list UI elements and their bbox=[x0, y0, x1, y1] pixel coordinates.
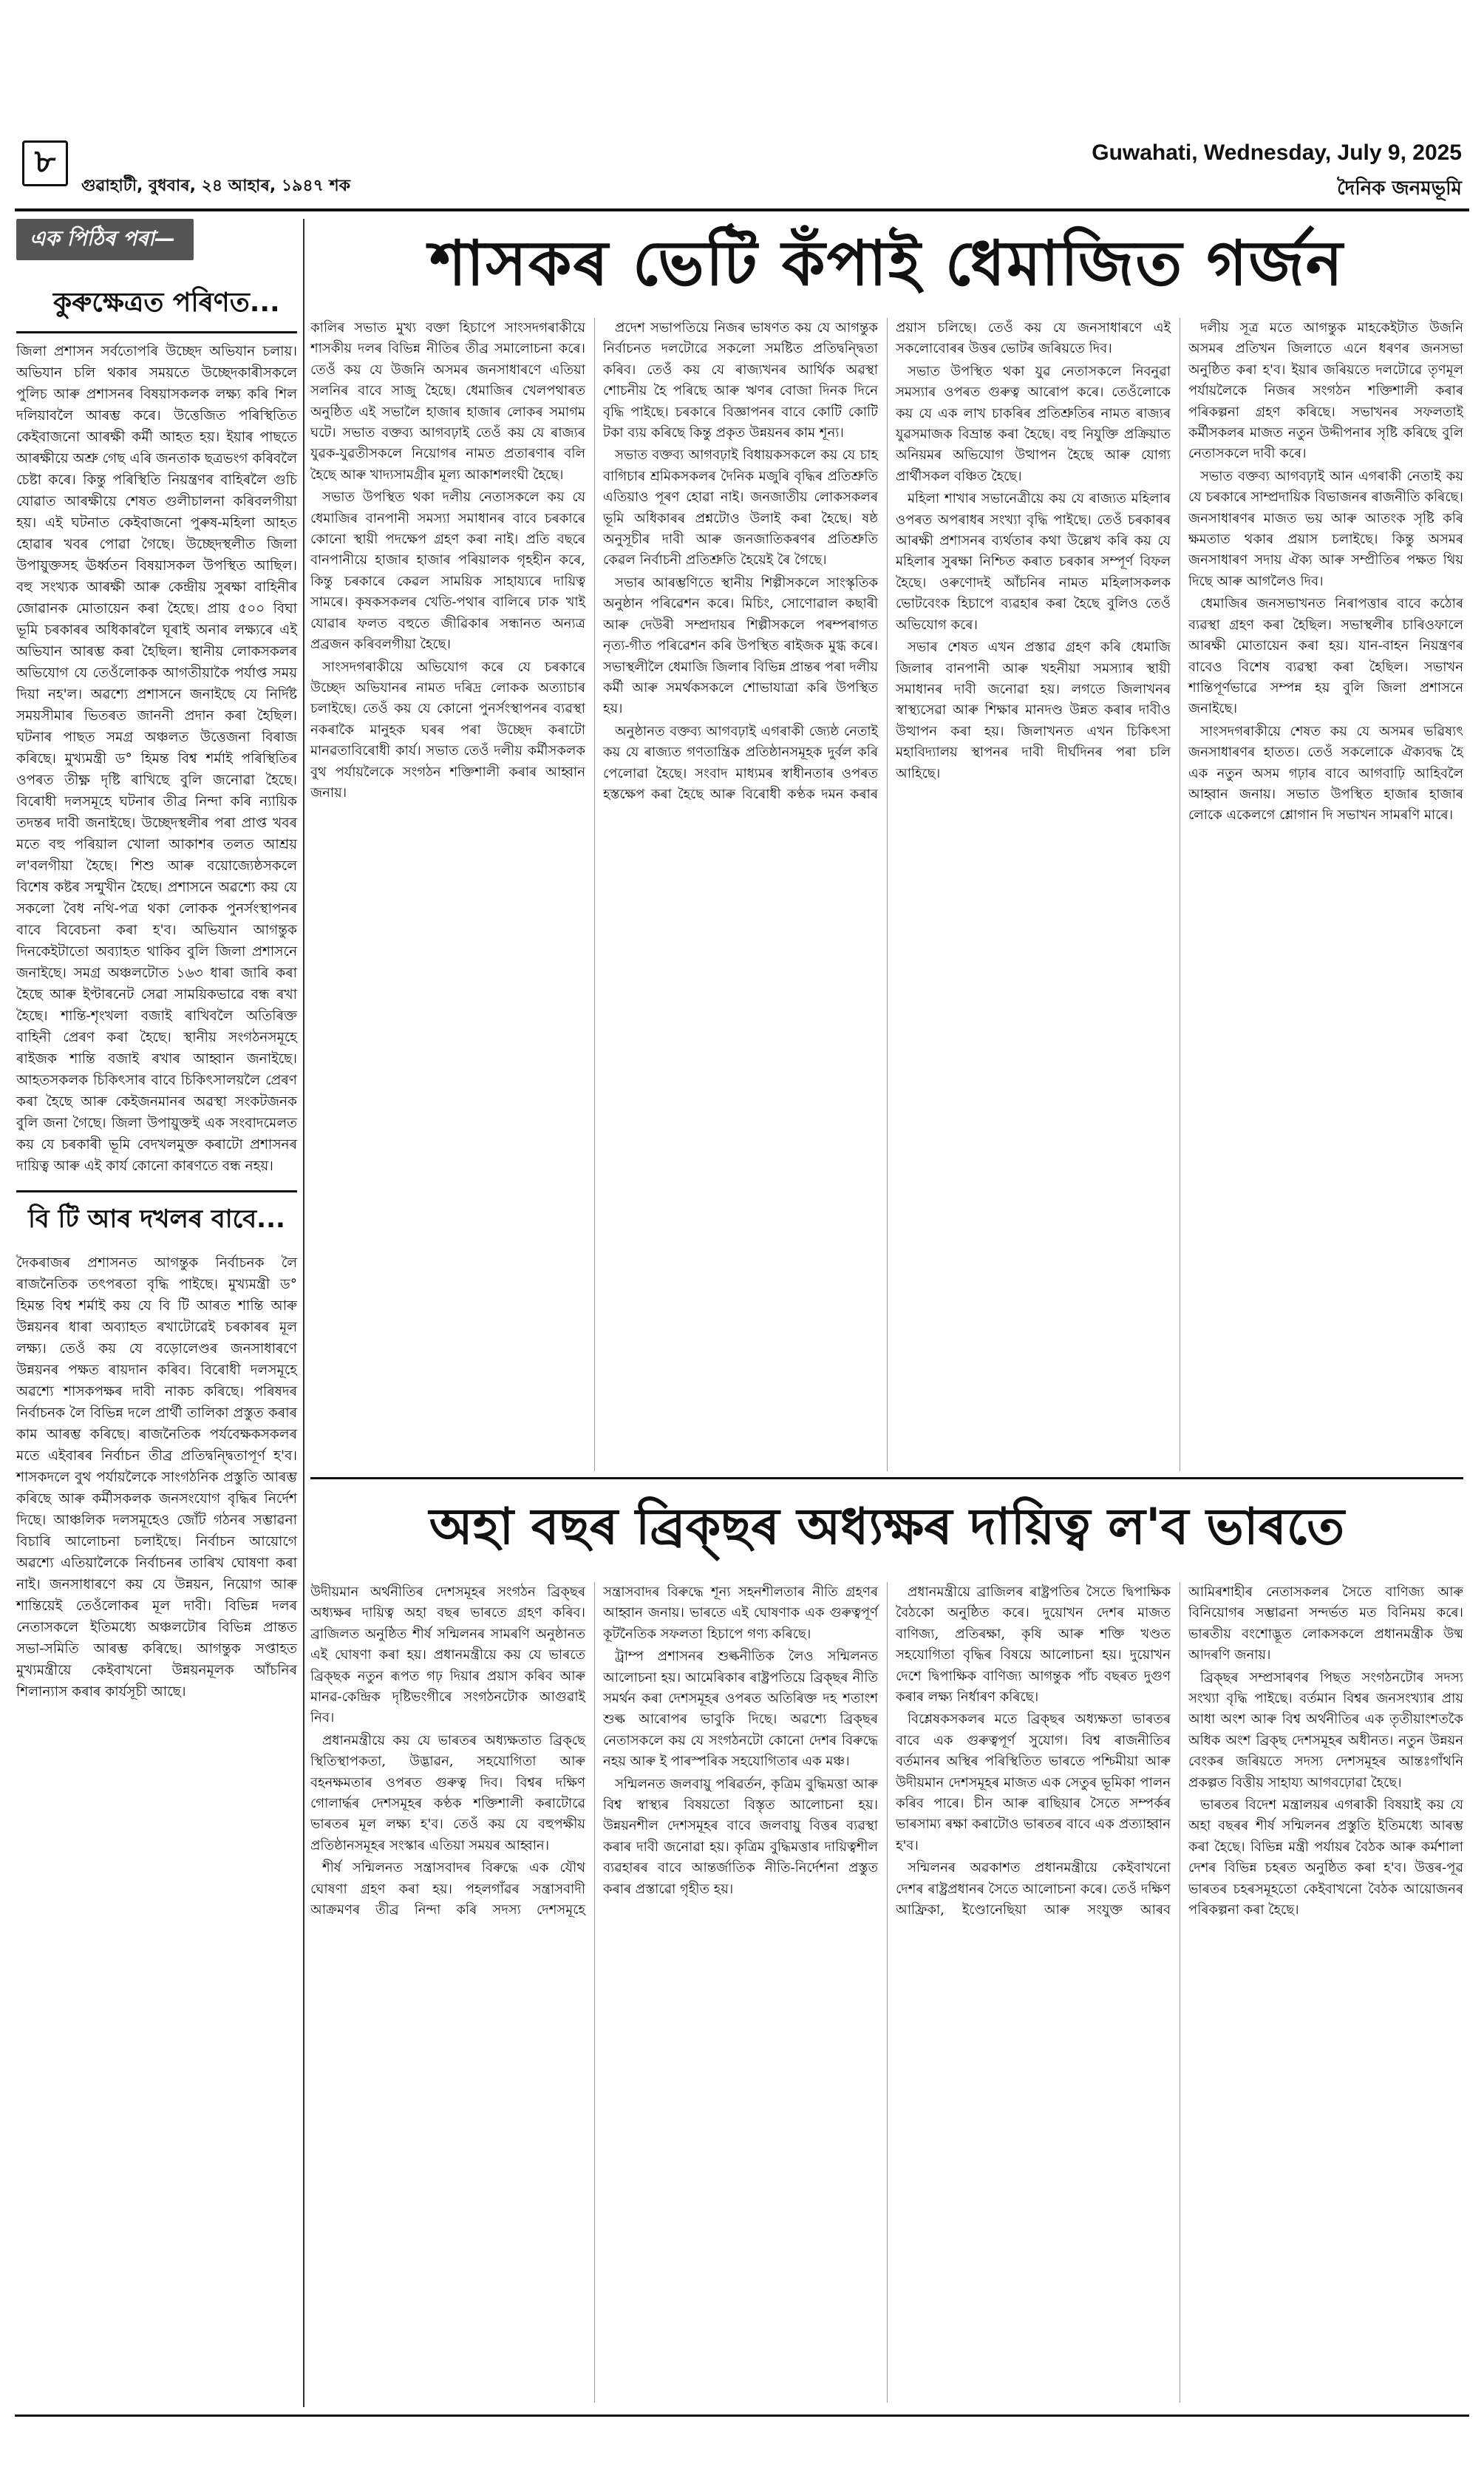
main-headline: শাসকৰ ভেটি কঁপাই ধেমাজিত গৰ্জন bbox=[429, 227, 1344, 299]
main-paragraph: সভাত উপস্থিত থকা দলীয় নেতাসকলে কয় যে ধেমাজিৰ বানপানী সমস্যা সমাধানৰ বাবে চৰকাৰে কোনো স্থায়ী পদক্ষেপ গ্ৰহণ কৰা নাই। প্ৰতি বছৰে বানপানীয়ে হাজাৰ হাজাৰ পৰিয়ালক গৃহহীন কৰে, কিন্তু চৰকাৰে কেৱল সাময়িক সাহায্যৰে দায়িত্ব সামৰে। কৃষকসকলৰ খেতি-পথাৰ বালিৰে ঢাক খাই যোৱাৰ ফলত বহুতে জীৱিকাৰ সন্ধানত অন্যত্ৰ প্ৰব্ৰজন কৰিবলগীয়া হৈছে। bbox=[310, 489, 585, 653]
second-paragraph: সন্মিলনৰ অৱকাশত প্ৰধানমন্ত্ৰীয়ে কেইবাখনো দেশৰ ৰাষ্ট্ৰপ্ৰধানৰ সৈতে আলোচনা কৰে। তেওঁ দক্ষিণ আফ্ৰিকা, ইণ্ডোনেছিয়া আৰু সংযুক্ত আৰব আমিৰশাহীৰ নেতাসকলৰ সৈতে বাণিজ্য আৰু বিনিয়োগৰ সম্ভাৱনা সন্দৰ্ভত মত বিনিময় কৰে। ভাৰতীয় বংশোদ্ভূত লোকসকলে প্ৰধানমন্ত্ৰীক উষ্ম আদৰণি জনায়। bbox=[896, 1584, 1463, 1918]
main-paragraph: সভাত বক্তব্য আগবঢ়াই আন এগৰাকী নেতাই কয় যে চৰকাৰে সাম্প্ৰদায়িক বিভাজনৰ ৰাজনীতি কৰিছে। জনসাধাৰণৰ মাজত ভয় আৰু আতংক সৃষ্টি কৰি ক্ষমতাত থকাৰ প্ৰয়াস চলাইছে। কিন্তু অসমৰ জনসাধাৰণ সদায় ঐক্য আৰু সম্প্ৰীতিৰ পক্ষত থিয় দিছে আৰু আগলৈও দিব। bbox=[1188, 468, 1463, 589]
second-paragraph: ট্ৰাম্প প্ৰশাসনৰ শুল্কনীতিক লৈও সন্মিলনত আলোচনা হয়। আমেৰিকাৰ ৰাষ্ট্ৰপতিয়ে ব্ৰিক্‌ছৰ নীতি সমৰ্থন কৰা দেশসমূহৰ ওপৰত অতিৰিক্ত দহ শতাংশ শুল্ক আৰোপৰ ভাবুকি দিছে। অৱশ্যে ব্ৰিক্‌ছৰ নেতাসকলে কয় যে সংগঠনটো কোনো দেশৰ বিৰুদ্ধে নহয় আৰু ই পাৰস্পৰিক সহযোগিতাৰ এক মঞ্চ। bbox=[603, 1649, 878, 1770]
second-paragraph: উদীয়মান অৰ্থনীতিৰ দেশসমূহৰ সংগঠন ব্ৰিক্‌ছৰ অধ্যক্ষৰ দায়িত্ব অহা বছৰ ভাৰতে গ্ৰহণ কৰিব। ব্ৰাজিলত অনুষ্ঠিত শীৰ্ষ সন্মিলনৰ সামৰণি অনুষ্ঠানত এই ঘোষণা কৰা হয়। প্ৰধানমন্ত্ৰীয়ে কয় যে ভাৰতে ব্ৰিক্‌ছক নতুন ৰূপত গঢ় দিয়াৰ প্ৰয়াস কৰিব আৰু মানৱ-কেন্দ্ৰিক দৃষ্টিভংগীৰে সংগঠনটোক আগুৱাই নিব। bbox=[310, 1584, 585, 1726]
second-headline: অহা বছৰ ব্ৰিক্‌ছৰ অধ্যক্ষৰ দায়িত্ব ল'ব ভাৰতে bbox=[429, 1498, 1345, 1556]
second-paragraph: শীৰ্ষ সন্মিলনত সন্ত্ৰাসবাদৰ বিৰুদ্ধে এক যৌথ ঘোষণা গ্ৰহণ কৰা হয়। পহলগাঁৱৰ সন্ত্ৰাসবাদী আক্ৰমণৰ তীব্ৰ নিন্দা কৰি সদস্য দেশসমূহে সন্ত্ৰাসবাদৰ বিৰুদ্ধে শূন্য সহনশীলতাৰ নীতি গ্ৰহণৰ আহ্বান জনায়। ভাৰতে এই ঘোষণাক এক গুৰুত্বপূৰ্ণ কূটনৈতিক সফলতা হিচাপে গণ্য কৰিছে। bbox=[310, 1584, 878, 1918]
page-number: ৮ bbox=[22, 140, 68, 186]
second-paragraph: সন্মিলনত জলবায়ু পৰিৱৰ্তন, কৃত্ৰিম বুদ্ধিমত্তা আৰু বিশ্ব স্বাস্থ্যৰ বিষয়তো বিস্তৃত আলোচনা হয়। উন্নয়নশীল দেশসমূহৰ বাবে জলবায়ু বিত্তৰ ব্যৱস্থা কৰাৰ দাবী জনোৱা হয়। কৃত্ৰিম বুদ্ধিমত্তাৰ দায়িত্বশীল ব্যৱহাৰৰ বাবে আন্তৰ্জাতিক নীতি-নিৰ্দেশনা প্ৰস্তুত কৰাৰ প্ৰস্তাৱো গৃহীত হয়। bbox=[603, 1776, 878, 1897]
main-paragraph: সাংসদগৰাকীয়ে অভিযোগ কৰে যে চৰকাৰে উচ্ছেদ অভিযানৰ নামত দৰিদ্ৰ লোকক অত্যাচাৰ চলাইছে। তেওঁ কয় যে কোনো পুনৰ্সংস্থাপনৰ ব্যৱস্থা নকৰাকৈ মানুহক ঘৰৰ পৰা উচ্ছেদ কৰাটো মানৱতাবিৰোধী কাৰ্য। সভাত তেওঁ দলীয় কৰ্মীসকলক বুথ পৰ্যায়লৈকে সংগঠন শক্তিশালী কৰাৰ আহ্বান জনায়। bbox=[310, 659, 585, 801]
continued-headline-2: বি টি আৰ দখলৰ বাবে... bbox=[16, 1190, 297, 1242]
main-paragraph: সভাৰ শেষত এখন প্ৰস্তাৱ গ্ৰহণ কৰি ধেমাজি জিলাৰ বানপানী আৰু খহনীয়া সমস্যাৰ স্থায়ী সমাধানৰ দাবী জনোৱা হয়। লগতে জিলাখনৰ স্বাস্থ্যসেৱা আৰু শিক্ষাৰ মানদণ্ড উন্নত কৰাৰ দাবীও উত্থাপন কৰা হয়। জিলাখনত এখন চিকিৎসা মহাবিদ্যালয় স্থাপনৰ দাবী দীৰ্ঘদিনৰ পৰা চলি আহিছে। bbox=[896, 639, 1171, 781]
second-paragraph: ব্ৰিক্‌ছৰ সম্প্ৰসাৰণৰ পিছত সংগঠনটোৰ সদস্য সংখ্যা বৃদ্ধি পাইছে। বৰ্তমান বিশ্বৰ জনসংখ্যাৰ প্ৰায় আধা অংশ আৰু বিশ্ব অৰ্থনীতিৰ এক তৃতীয়াংশতকৈ অধিক অংশ ব্ৰিক্‌ছ দেশসমূহৰ অধীনত। নতুন উন্নয়ন বেংকৰ জৰিয়তে সদস্য দেশসমূহৰ আন্তঃগাঁথনি প্ৰকল্পত বিত্তীয় সাহায্য আগবঢ়োৱা হৈছে। bbox=[1188, 1669, 1463, 1791]
main-story-body bbox=[310, 318, 1463, 1471]
second-paragraph: বিশ্লেষকসকলৰ মতে ব্ৰিক্‌ছৰ অধ্যক্ষতা ভাৰতৰ বাবে এক গুৰুত্বপূৰ্ণ সুযোগ। বিশ্ব ৰাজনীতিৰ বৰ্তমানৰ অস্থিৰ পৰিস্থিতিত ভাৰতে পশ্চিমীয়া আৰু উদীয়মান দেশসমূহৰ মাজত এক সেতুৰ ভূমিকা পালন কৰিব পাৰে। চীন আৰু ৰাছিয়াৰ সৈতে সম্পৰ্কৰ ভাৰসাম্য ৰক্ষা কৰাটোও ভাৰতৰ বাবে এক প্ৰত্যাহ্বান হ'ব। bbox=[896, 1711, 1171, 1853]
second-paragraph: ভাৰতৰ বিদেশ মন্ত্ৰালয়ৰ এগৰাকী বিষয়াই কয় যে অহা বছৰৰ শীৰ্ষ সন্মিলনৰ প্ৰস্তুতি ইতিমধ্যে আৰম্ভ কৰা হৈছে। বিভিন্ন মন্ত্ৰী পৰ্যায়ৰ বৈঠক আৰু কৰ্মশালা দেশৰ বিভিন্ন চহৰত অনুষ্ঠিত কৰা হ'ব। উত্তৰ-পূৱ ভাৰতৰ চহৰসমূহতো কেইবাখনো বৈঠক আয়োজনৰ পৰিকল্পনা কৰা হৈছে। bbox=[1188, 1797, 1463, 1918]
paper-name: দৈনিক জনমভূমি bbox=[1337, 177, 1462, 200]
second-paragraph: প্ৰধানমন্ত্ৰীয়ে ব্ৰাজিলৰ ৰাষ্ট্ৰপতিৰ সৈতে দ্বিপাক্ষিক বৈঠকো অনুষ্ঠিত কৰে। দুয়োখন দেশৰ মাজত বাণিজ্য, প্ৰতিৰক্ষা, কৃষি আৰু শক্তি খণ্ডত সহযোগিতা বৃদ্ধিৰ বিষয়ে আলোচনা হয়। দুয়োখন দেশে দ্বিপাক্ষিক বাণিজ্য আগন্তুক পাঁচ বছৰত দুগুণ কৰাৰ লক্ষ্য নিৰ্ধাৰণ কৰিছে। bbox=[896, 1584, 1171, 1706]
continued-story-body-2: দৈকৰাজৰ প্ৰশাসনত আগন্তুক নিৰ্বাচনক লৈ ৰাজনৈতিক তৎপৰতা বৃদ্ধি পাইছে। মুখ্যমন্ত্ৰী ড° হিমন্ত বিশ্ব শৰ্মাই কয় যে বি টি আৰত শান্তি আৰু উন্নয়নৰ ধাৰা অব্যাহত ৰখাটোৱেই চৰকাৰৰ মূল লক্ষ্য। তেওঁ কয় যে বড়োলেণ্ডৰ জনসাধাৰণে উন্নয়নৰ পক্ষত ৰায়দান কৰিব। বিৰোধী দলসমূহে অৱশ্যে শাসকপক্ষৰ দাবী নাকচ কৰিছে। পৰিষদৰ নিৰ্বাচনক লৈ বিভিন্ন দলে প্ৰাৰ্থী তালিকা প্ৰস্তুত কৰাৰ কাম আৰম্ভ কৰিছে। ৰাজনৈতিক পৰ্যবেক্ষকসকলৰ মতে এইবাৰৰ নিৰ্বাচন তীব্ৰ প্ৰতিদ্বন্দ্বিতাপূৰ্ণ হ'ব। শাসকদলে বুথ পৰ্যায়লৈকে সাংগঠনিক প্ৰস্তুতি আৰম্ভ কৰিছে আৰু কৰ্মীসকলক জনসংযোগ বৃদ্ধিৰ নিৰ্দেশ দিছে। আঞ্চলিক দলসমূহেও জোঁট গঠনৰ সম্ভাৱনা বিচাৰি আলোচনা চলাইছে। নিৰ্বাচন আয়োগে অৱশ্যে এতিয়ালৈকে নিৰ্বাচনৰ তাৰিখ ঘোষণা কৰা নাই। জনসাধাৰণে কয় যে উন্নয়ন, নিয়োগ আৰু শান্তিয়েই তেওঁলোকৰ মূল দাবী। বিভিন্ন দলৰ নেতাসকলে ইতিমধ্যে অঞ্চলটোৰ বিভিন্ন প্ৰান্তত সভা-সমিতি আৰম্ভ কৰিছে। আগন্তুক সপ্তাহত মুখ্যমন্ত্ৰীয়ে কেইবাখনো উন্নয়নমূলক আঁচনিৰ শিলান্যাস কৰাৰ কাৰ্যসূচী আছে। bbox=[16, 1255, 297, 1700]
continued-headline: কুৰুক্ষেত্ৰত পৰিণত... bbox=[53, 288, 280, 318]
continued-section-tab: এক পিঠিৰ পৰা— bbox=[16, 219, 194, 260]
main-paragraph: দলীয় সূত্ৰ মতে আগন্তুক মাহকেইটাত উজনি অসমৰ প্ৰতিখন জিলাতে এনে ধৰণৰ জনসভা অনুষ্ঠিত কৰা হ'ব। ইয়াৰ জৰিয়তে দলটোৱে তৃণমূল পৰ্যায়লৈকে নিজৰ সংগঠন শক্তিশালী কৰাৰ পৰিকল্পনা গ্ৰহণ কৰিছে। সভাখনৰ সফলতাই কৰ্মীসকলৰ মাজত নতুন উদ্দীপনাৰ সৃষ্টি কৰিছে বুলি নেতাসকলে দাবী কৰে। bbox=[1188, 320, 1463, 462]
masthead-rule bbox=[15, 208, 1469, 211]
column-divider bbox=[303, 219, 304, 2407]
main-paragraph: সাংসদগৰাকীয়ে শেষত কয় যে অসমৰ ভৱিষ্যৎ জনসাধাৰণৰ হাতত। তেওঁ সকলোকে ঐক্যবদ্ধ হৈ এক নতুন অসম গঢ়াৰ বাবে আগবাঢ়ি আহিবলৈ আহ্বান জনায়। সভাত উপস্থিত হাজাৰ হাজাৰ লোকে একেলগে শ্লোগান দি সভাখন সামৰণি মাৰে। bbox=[1188, 723, 1463, 824]
second-story-body bbox=[310, 1582, 1463, 2403]
main-paragraph: সভাত উপস্থিত থকা যুৱ নেতাসকলে নিবনুৱা সমস্যাৰ ওপৰত গুৰুত্ব আৰোপ কৰে। তেওঁলোকে কয় যে এক লাখ চাকৰিৰ প্ৰতিশ্ৰুতিৰ নামত ৰাজ্যৰ যুৱসমাজক বিভ্ৰান্ত কৰা হৈছে। বহু নিযুক্তি প্ৰক্ৰিয়াত অনিয়মৰ অভিযোগ উত্থাপন হৈছে আৰু যোগ্য প্ৰাৰ্থীসকল বঞ্চিত হৈছে। bbox=[896, 363, 1171, 484]
main-paragraph: কালিৰ সভাত মুখ্য বক্তা হিচাপে সাংসদগৰাকীয়ে শাসকীয় দলৰ বিভিন্ন নীতিৰ তীব্ৰ সমালোচনা কৰে। তেওঁ কয় যে উজনি অসমৰ জনসাধাৰণে এতিয়া সলনিৰ বাবে সাজু হৈছে। ধেমাজিৰ খেলপথাৰত অনুষ্ঠিত এই সভালৈ হাজাৰ হাজাৰ লোকৰ সমাগম ঘটে। সভাত বক্তব্য আগবঢ়াই তেওঁ কয় যে ৰাজ্যৰ যুৱক-যুৱতীসকলে নিয়োগৰ নামত প্ৰতাৰণাৰ বলি হৈছে আৰু খাদ্যসামগ্ৰীৰ মূল্য আকাশলংঘী হৈছে। bbox=[310, 320, 585, 483]
main-paragraph: সভাত বক্তব্য আগবঢ়াই বিধায়কসকলে কয় যে চাহ বাগিচাৰ শ্ৰমিকসকলৰ দৈনিক মজুৰি বৃদ্ধিৰ প্ৰতিশ্ৰুতি এতিয়াও পূৰণ হোৱা নাই। জনজাতীয় লোকসকলৰ ভূমি অধিকাৰৰ প্ৰশ্নটোও উলাই কৰা হৈছে। ষষ্ঠ অনুসূচীৰ দাবী আৰু জনজাতিকৰণৰ প্ৰতিশ্ৰুতি কেৱল নিৰ্বাচনী প্ৰতিশ্ৰুতি হৈয়েই ৰৈ গৈছে। bbox=[603, 447, 878, 569]
continued-story-body: জিলা প্ৰশাসন সৰ্বতোপৰি উচ্ছেদ অভিযান চলায়। অভিযান চলি থকাৰ সময়তে উচ্ছেদকাৰীসকলে পুলিচ আৰু প্ৰশাসনৰ বিষয়াসকলক লক্ষ্য কৰি শিল দলিয়াবলৈ আৰম্ভ কৰে। উত্তেজিত পৰিস্থিতিত কেইবাজনো আৰক্ষী কৰ্মী আহত হয়। ইয়াৰ পাছতে আৰক্ষীয়ে অশ্ৰু গেছ এৰি জনতাক ছত্ৰভংগ কৰিবলৈ চেষ্টা কৰে। কিন্তু পৰিস্থিতি নিয়ন্ত্ৰণৰ বাহিৰলৈ গুচি যোৱাত আৰক্ষীয়ে শেষত গুলীচালনা কৰিবলগীয়া হয়। এই ঘটনাত কেইবাজনো পুৰুষ-মহিলা আহত হোৱাৰ খবৰ পোৱা গৈছে। উচ্ছেদস্থলীত জিলা উপায়ুক্তসহ ঊৰ্ধ্বতন বিষয়াসকল উপস্থিত আছিল। বহু সংখ্যক আৰক্ষী আৰু কেন্দ্ৰীয় সুৰক্ষা বাহিনীৰ জোৱানক মোতায়েন কৰা হৈছে। প্ৰায় ৫০০ বিঘা ভূমি চৰকাৰৰ অধিকাৰলৈ ঘূৰাই অনাৰ লক্ষ্যৰে এই অভিযান আৰম্ভ কৰা হৈছিল। স্থানীয় লোকসকলৰ অভিযোগ যে তেওঁলোকক আগতীয়াকৈ পৰ্যাপ্ত সময় দিয়া নহ'ল। অৱশ্যে প্ৰশাসনে জনাইছে যে নিৰ্দিষ্ট সময়সীমাৰ ভিতৰত জাননী প্ৰদান কৰা হৈছিল। ঘটনাৰ পাছত সমগ্ৰ অঞ্চলত উত্তেজনা বিৰাজ কৰিছে। মুখ্যমন্ত্ৰী ড° হিমন্ত বিশ্ব শৰ্মাই পৰিস্থিতিৰ ওপৰত তীক্ষ্ণ দৃষ্টি ৰাখিছে বুলি জনোৱা হৈছে। বিৰোধী দলসমূহে ঘটনাৰ তীব্ৰ নিন্দা কৰি ন্যায়িক তদন্তৰ দাবী জনাইছে। উচ্ছেদস্থলীৰ পৰা প্ৰাপ্ত খবৰ মতে বহু পৰিয়াল খোলা আকাশৰ তলত আশ্ৰয় ল'বলগীয়া হৈছে। শিশু আৰু বয়োজ্যেষ্ঠসকলে বিশেষ কষ্টৰ সন্মুখীন হৈছে। প্ৰশাসনে অৱশ্যে কয় যে সকলো বৈধ নথি-পত্ৰ থকা লোকক পুনৰ্সংস্থাপনৰ বাবে বিবেচনা কৰা হ'ব। অভিযান আগন্তুক দিনকেইটাতো অব্যাহত থাকিব বুলি জিলা প্ৰশাসনে জনাইছে। সমগ্ৰ অঞ্চলটোত ১৬৩ ধাৰা জাৰি কৰা হৈছে আৰু ইণ্টাৰনেট সেৱা সাময়িকভাৱে বন্ধ ৰখা হৈছে। শান্তি-শৃংখলা বজাই ৰাখিবলৈ অতিৰিক্ত বাহিনী প্ৰেৰণ কৰা হৈছে। স্থানীয় সংগঠনসমূহে ৰাইজক শান্তি বজাই ৰখাৰ আহ্বান জনাইছে। আহতসকলক চিকিৎসাৰ বাবে চিকিৎসালয়লৈ প্ৰেৰণ কৰা হৈছে আৰু কেইজনমানৰ অৱস্থা সংকটজনক বুলি জনা গৈছে। জিলা উপায়ুক্তই এক সংবাদমেলত কয় যে চৰকাৰী ভূমি বেদখলমুক্ত কৰাটো প্ৰশাসনৰ দায়িত্ব আৰু এই কাৰ্য কোনো কাৰণতে বন্ধ নহয়। bbox=[16, 344, 297, 1174]
main-paragraph: অনুষ্ঠানত বক্তব্য আগবঢ়াই এগৰাকী জ্যেষ্ঠ নেতাই কয় যে ৰাজ্যত গণতান্ত্ৰিক প্ৰতিষ্ঠানসমূহক দুৰ্বল কৰি পেলোৱা হৈছে। সংবাদ মাধ্যমৰ স্বাধীনতাৰ ওপৰত হস্তক্ষেপ কৰা হৈছে আৰু বিৰোধী কণ্ঠক দমন কৰাৰ প্ৰয়াস চলিছে। তেওঁ কয় যে জনসাধাৰণে এই সকলোবোৰৰ উত্তৰ ভোটৰ জৰিয়তে দিব। bbox=[603, 320, 1171, 802]
story-divider bbox=[310, 1477, 1463, 1479]
page-bottom-rule bbox=[15, 2415, 1469, 2417]
headline-rule bbox=[16, 331, 297, 333]
dateline-english: Guwahati, Wednesday, July 9, 2025 bbox=[1092, 140, 1462, 165]
main-paragraph: মহিলা শাখাৰ সভানেত্ৰীয়ে কয় যে ৰাজ্যত মহিলাৰ ওপৰত অপৰাধৰ সংখ্যা বৃদ্ধি পাইছে। তেওঁ চৰকাৰৰ আৰক্ষী প্ৰশাসনৰ ব্যৰ্থতাৰ কথা উল্লেখ কৰি কয় যে মহিলাৰ সুৰক্ষা নিশ্চিত কৰাত চৰকাৰ সম্পূৰ্ণ বিফল হৈছে। ওৰুণোদই আঁচনিৰ নামত মহিলাসকলক ভোটবেংক হিচাপে ব্যৱহাৰ কৰা হৈছে বুলিও তেওঁ অভিযোগ কৰে। bbox=[896, 491, 1171, 633]
main-paragraph: সভাৰ আৰম্ভণিতে স্থানীয় শিল্পীসকলে সাংস্কৃতিক অনুষ্ঠান পৰিৱেশন কৰে। মিচিং, সোণোৱাল কছাৰী আৰু দেউৰী সম্প্ৰদায়ৰ শিল্পীসকলে পৰম্পৰাগত নৃত্য-গীত পৰিৱেশন কৰি উপস্থিত ৰাইজক মুগ্ধ কৰে। সভাস্থলীলৈ ধেমাজি জিলাৰ বিভিন্ন প্ৰান্তৰ পৰা দলীয় কৰ্মী আৰু সমৰ্থকসকলে শোভাযাত্ৰা কৰি উপস্থিত হয়। bbox=[603, 574, 878, 717]
dateline-assamese: গুৱাহাটী, বুধবাৰ, ২৪ আহাৰ, ১৯৪৭ শক bbox=[81, 177, 351, 195]
second-paragraph: প্ৰধানমন্ত্ৰীয়ে কয় যে ভাৰতৰ অধ্যক্ষতাত ব্ৰিক্‌ছে স্থিতিস্থাপকতা, উদ্ভাৱন, সহযোগিতা আৰু বহনক্ষমতাৰ ওপৰত গুৰুত্ব দিব। বিশ্বৰ দক্ষিণ গোলাৰ্দ্ধৰ দেশসমূহৰ কণ্ঠক শক্তিশালী কৰাটোৱে ভাৰতৰ মূল লক্ষ্য হ'ব। তেওঁ কয় যে বহুপক্ষীয় প্ৰতিষ্ঠানসমূহৰ সংস্কাৰ এতিয়া সময়ৰ আহ্বান। bbox=[310, 1732, 585, 1853]
masthead bbox=[15, 118, 1469, 206]
left-column bbox=[16, 219, 297, 2429]
main-paragraph: প্ৰদেশ সভাপতিয়ে নিজৰ ভাষণত কয় যে আগন্তুক নিৰ্বাচনত দলটোৱে সকলো সমষ্টিত প্ৰতিদ্বন্দ্বিতা কৰিব। তেওঁ কয় যে ৰাজ্যখনৰ আৰ্থিক অৱস্থা শোচনীয় হৈ পৰিছে আৰু ঋণৰ বোজা দিনক দিনে বৃদ্ধি পাইছে। চৰকাৰে বিজ্ঞাপনৰ বাবে কোটি কোটি টকা ব্যয় কৰিছে কিন্তু প্ৰকৃত উন্নয়নৰ কাম শূন্য। bbox=[603, 320, 878, 441]
main-paragraph: ধেমাজিৰ জনসভাখনত নিৰাপত্তাৰ বাবে কঠোৰ ব্যৱস্থা গ্ৰহণ কৰা হৈছিল। সভাস্থলীৰ চাৰিওফালে আৰক্ষী মোতায়েন কৰা হয়। যান-বাহন নিয়ন্ত্ৰণৰ বাবেও বিশেষ ব্যৱস্থা কৰা হৈছিল। সভাখন শান্তিপূৰ্ণভাৱে সম্পন্ন হয় বুলি জিলা প্ৰশাসনে জনাইছে। bbox=[1188, 596, 1463, 717]
